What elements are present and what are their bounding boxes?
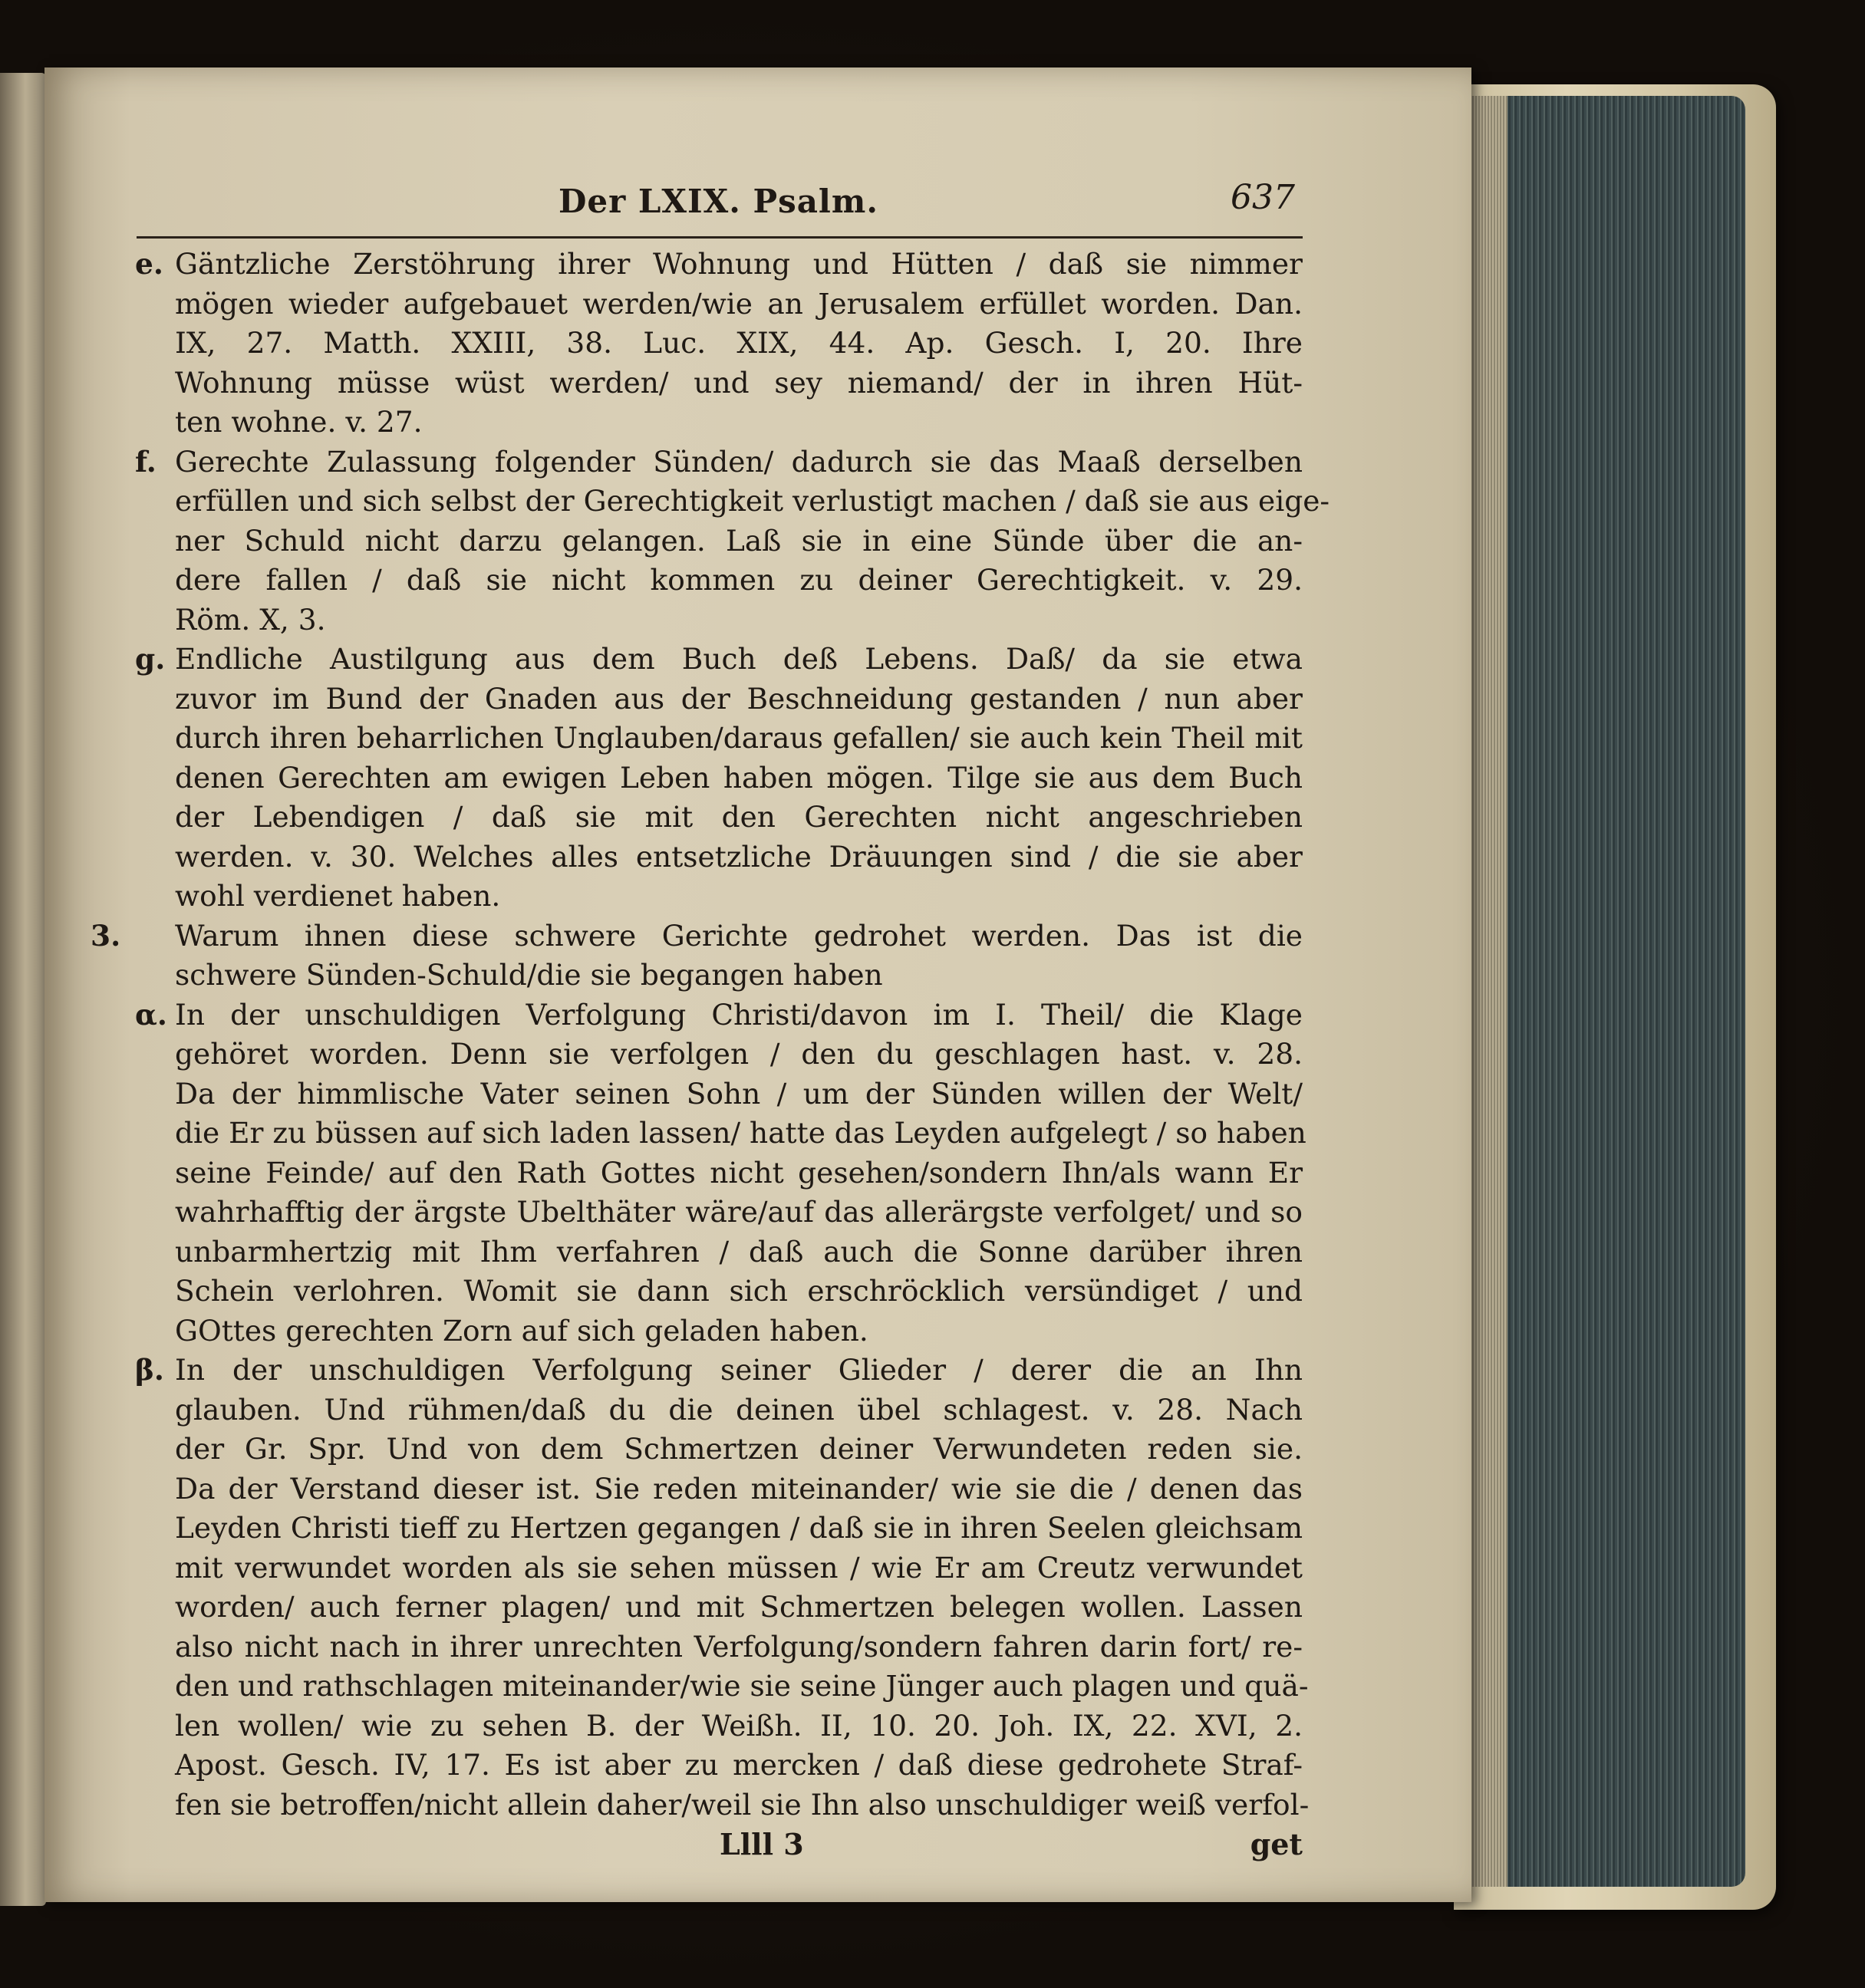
line-text: Endliche Austilgung aus dem Buch deß Lebens. Daß/ da sie etwa	[175, 642, 1303, 676]
list-marker: β.	[135, 1353, 164, 1387]
text-line	[175, 798, 1303, 838]
text-line	[175, 1391, 1303, 1430]
page-block-edges	[1461, 96, 1745, 1887]
list-marker: 3.	[91, 918, 121, 953]
text-line	[175, 1707, 1303, 1746]
text-line	[175, 956, 1303, 996]
page-number: 637	[1231, 178, 1295, 217]
line-text: len wollen/ wie zu sehen B. der Weißh. II, 10. 20. Joh. IX, 22. XVI, 2.	[175, 1708, 1303, 1743]
line-text: erfüllen und sich selbst der Gerechtigkeit verlustigt machen / daß sie aus eige-	[175, 484, 1330, 518]
list-marker: α.	[135, 997, 167, 1032]
signature-mark: Llll 3	[720, 1827, 804, 1861]
line-text: fen sie betroffen/nicht allein daher/weil sie Ihn also unschuldiger weiß verfol-	[175, 1787, 1310, 1822]
text-line	[175, 482, 1330, 522]
text-line	[135, 640, 1303, 680]
text-line	[175, 1154, 1303, 1193]
book-page	[44, 67, 1471, 1902]
text-line	[175, 1470, 1303, 1509]
line-text: worden/ auch ferner plagen/ und mit Schmertzen belegen wollen. Lassen	[175, 1590, 1303, 1624]
line-text: Wohnung müsse wüst werden/ und sey niemand/ der in ihren Hüt-	[175, 365, 1303, 400]
text-line	[175, 1588, 1303, 1628]
line-text: den und rathschlagen miteinander/wie sie seine Jünger auch plagen und quä-	[175, 1669, 1309, 1703]
text-line	[175, 1193, 1303, 1233]
list-marker: f.	[135, 444, 157, 479]
line-text: Gäntzliche Zerstöhrung ihrer Wohnung und Hütten / daß sie nimmer	[175, 247, 1303, 281]
text-lines	[91, 245, 1330, 1825]
text-line	[175, 1114, 1306, 1154]
line-text: mit verwundet worden als sie sehen müssen / wie Er am Creutz verwundet	[175, 1550, 1303, 1585]
line-text: IX, 27. Matth. XXIII, 38. Luc. XIX, 44. Ap. Gesch. I, 20. Ihre	[175, 326, 1303, 360]
line-text: werden. v. 30. Welches alles entsetzliche Dräuungen sind / die sie aber	[175, 839, 1303, 874]
text-line	[175, 1667, 1309, 1707]
text-line	[175, 1035, 1303, 1075]
line-text: ten wohne. v. 27.	[175, 405, 423, 439]
line-text: Gerechte Zulassung folgender Sünden/ dadurch sie das Maaß derselben	[175, 444, 1303, 479]
page-text-block	[91, 167, 1330, 1865]
text-line	[175, 522, 1303, 561]
text-line	[175, 1746, 1303, 1786]
page-footer	[175, 1825, 1303, 1865]
line-text: durch ihren beharrlichen Unglauben/daraus gefallen/ sie auch kein Theil mit	[175, 721, 1303, 755]
text-line	[175, 324, 1303, 364]
line-text: der Gr. Spr. Und von dem Schmertzen deiner Verwundeten reden sie.	[175, 1432, 1303, 1466]
list-marker: e.	[135, 247, 163, 281]
line-text: glauben. Und rühmen/daß du die deinen übel schlagest. v. 28. Nach	[175, 1392, 1303, 1427]
line-text: Da der himmlische Vater seinen Sohn / um der Sünden willen der Welt/	[175, 1076, 1303, 1111]
text-line	[175, 601, 1303, 640]
line-text: unbarmhertzig mit Ihm verfahren / daß auch die Sonne darüber ihren	[175, 1234, 1303, 1269]
line-text: Leyden Christi tieff zu Hertzen gegangen / daß sie in ihren Seelen gleichsam	[175, 1511, 1303, 1545]
facing-page-edge	[0, 73, 46, 1906]
line-text: mögen wieder aufgebauet werden/wie an Jerusalem erfüllet worden. Dan.	[175, 286, 1303, 321]
text-line	[135, 245, 1303, 285]
line-text: Schein verlohren. Womit sie dann sich erschröcklich versündiget / und	[175, 1274, 1303, 1308]
line-text: zuvor im Bund der Gnaden aus der Beschneidung gestanden / nun aber	[175, 681, 1303, 716]
text-line	[91, 917, 1303, 956]
line-text: wahrhafftig der ärgste Ubelthäter wäre/auf das allerärgste verfolget/ und so	[175, 1195, 1303, 1229]
text-line	[175, 1233, 1303, 1272]
text-line	[175, 1786, 1310, 1825]
text-line	[175, 1509, 1303, 1549]
text-line	[175, 680, 1303, 719]
text-line	[135, 1351, 1303, 1391]
line-text: Apost. Gesch. IV, 17. Es ist aber zu mercken / daß diese gedrohete Straf-	[175, 1748, 1303, 1782]
text-line	[175, 759, 1303, 798]
text-line	[175, 1549, 1303, 1588]
text-line	[175, 364, 1303, 403]
text-line	[175, 838, 1303, 877]
running-head: Der LXIX. Psalm.	[559, 183, 878, 220]
text-line	[175, 1272, 1303, 1312]
line-text: In der unschuldigen Verfolgung seiner Glieder / derer die an Ihn	[175, 1353, 1303, 1387]
line-text: schwere Sünden-Schuld/die sie begangen haben	[175, 958, 883, 992]
text-line	[175, 561, 1303, 601]
text-line	[175, 1628, 1303, 1667]
line-text: denen Gerechten am ewigen Leben haben mögen. Tilge sie aus dem Buch	[175, 760, 1303, 795]
text-line	[175, 877, 1303, 917]
line-text: In der unschuldigen Verfolgung Christi/davon im I. Theil/ die Klage	[175, 997, 1303, 1032]
text-line	[175, 1430, 1303, 1470]
line-text: die Er zu büssen auf sich laden lassen/ hatte das Leyden aufgelegt / so haben	[175, 1116, 1306, 1150]
line-text: Warum ihnen diese schwere Gerichte gedrohet werden. Das ist die	[175, 918, 1303, 953]
line-text: der Lebendigen / daß sie mit den Gerechten nicht angeschrieben	[175, 800, 1303, 834]
text-line	[175, 1312, 1303, 1351]
text-line	[175, 403, 1303, 443]
line-text: Da der Verstand dieser ist. Sie reden miteinander/ wie sie die / denen das	[175, 1471, 1303, 1506]
text-line	[175, 285, 1303, 324]
line-text: Röm. X, 3.	[175, 602, 326, 637]
list-marker: g.	[135, 642, 166, 676]
text-line	[175, 1075, 1303, 1114]
page-header	[137, 167, 1303, 239]
text-line	[135, 996, 1303, 1035]
line-text: seine Feinde/ auf den Rath Gottes nicht gesehen/sondern Ihn/als wann Er	[175, 1155, 1303, 1190]
line-text: GOttes gerechten Zorn auf sich geladen haben.	[175, 1313, 868, 1348]
line-text: gehöret worden. Denn sie verfolgen / den du geschlagen hast. v. 28.	[175, 1037, 1303, 1071]
catchword: get	[1250, 1827, 1303, 1861]
text-line	[175, 719, 1303, 759]
line-text: dere fallen / daß sie nicht kommen zu deiner Gerechtigkeit. v. 29.	[175, 563, 1303, 597]
text-line	[135, 443, 1303, 482]
line-text: ner Schuld nicht darzu gelangen. Laß sie in eine Sünde über die an-	[175, 523, 1303, 558]
line-text: wohl verdienet haben.	[175, 879, 501, 913]
line-text: also nicht nach in ihrer unrechten Verfolgung/sondern fahren darin fort/ re-	[175, 1629, 1303, 1664]
